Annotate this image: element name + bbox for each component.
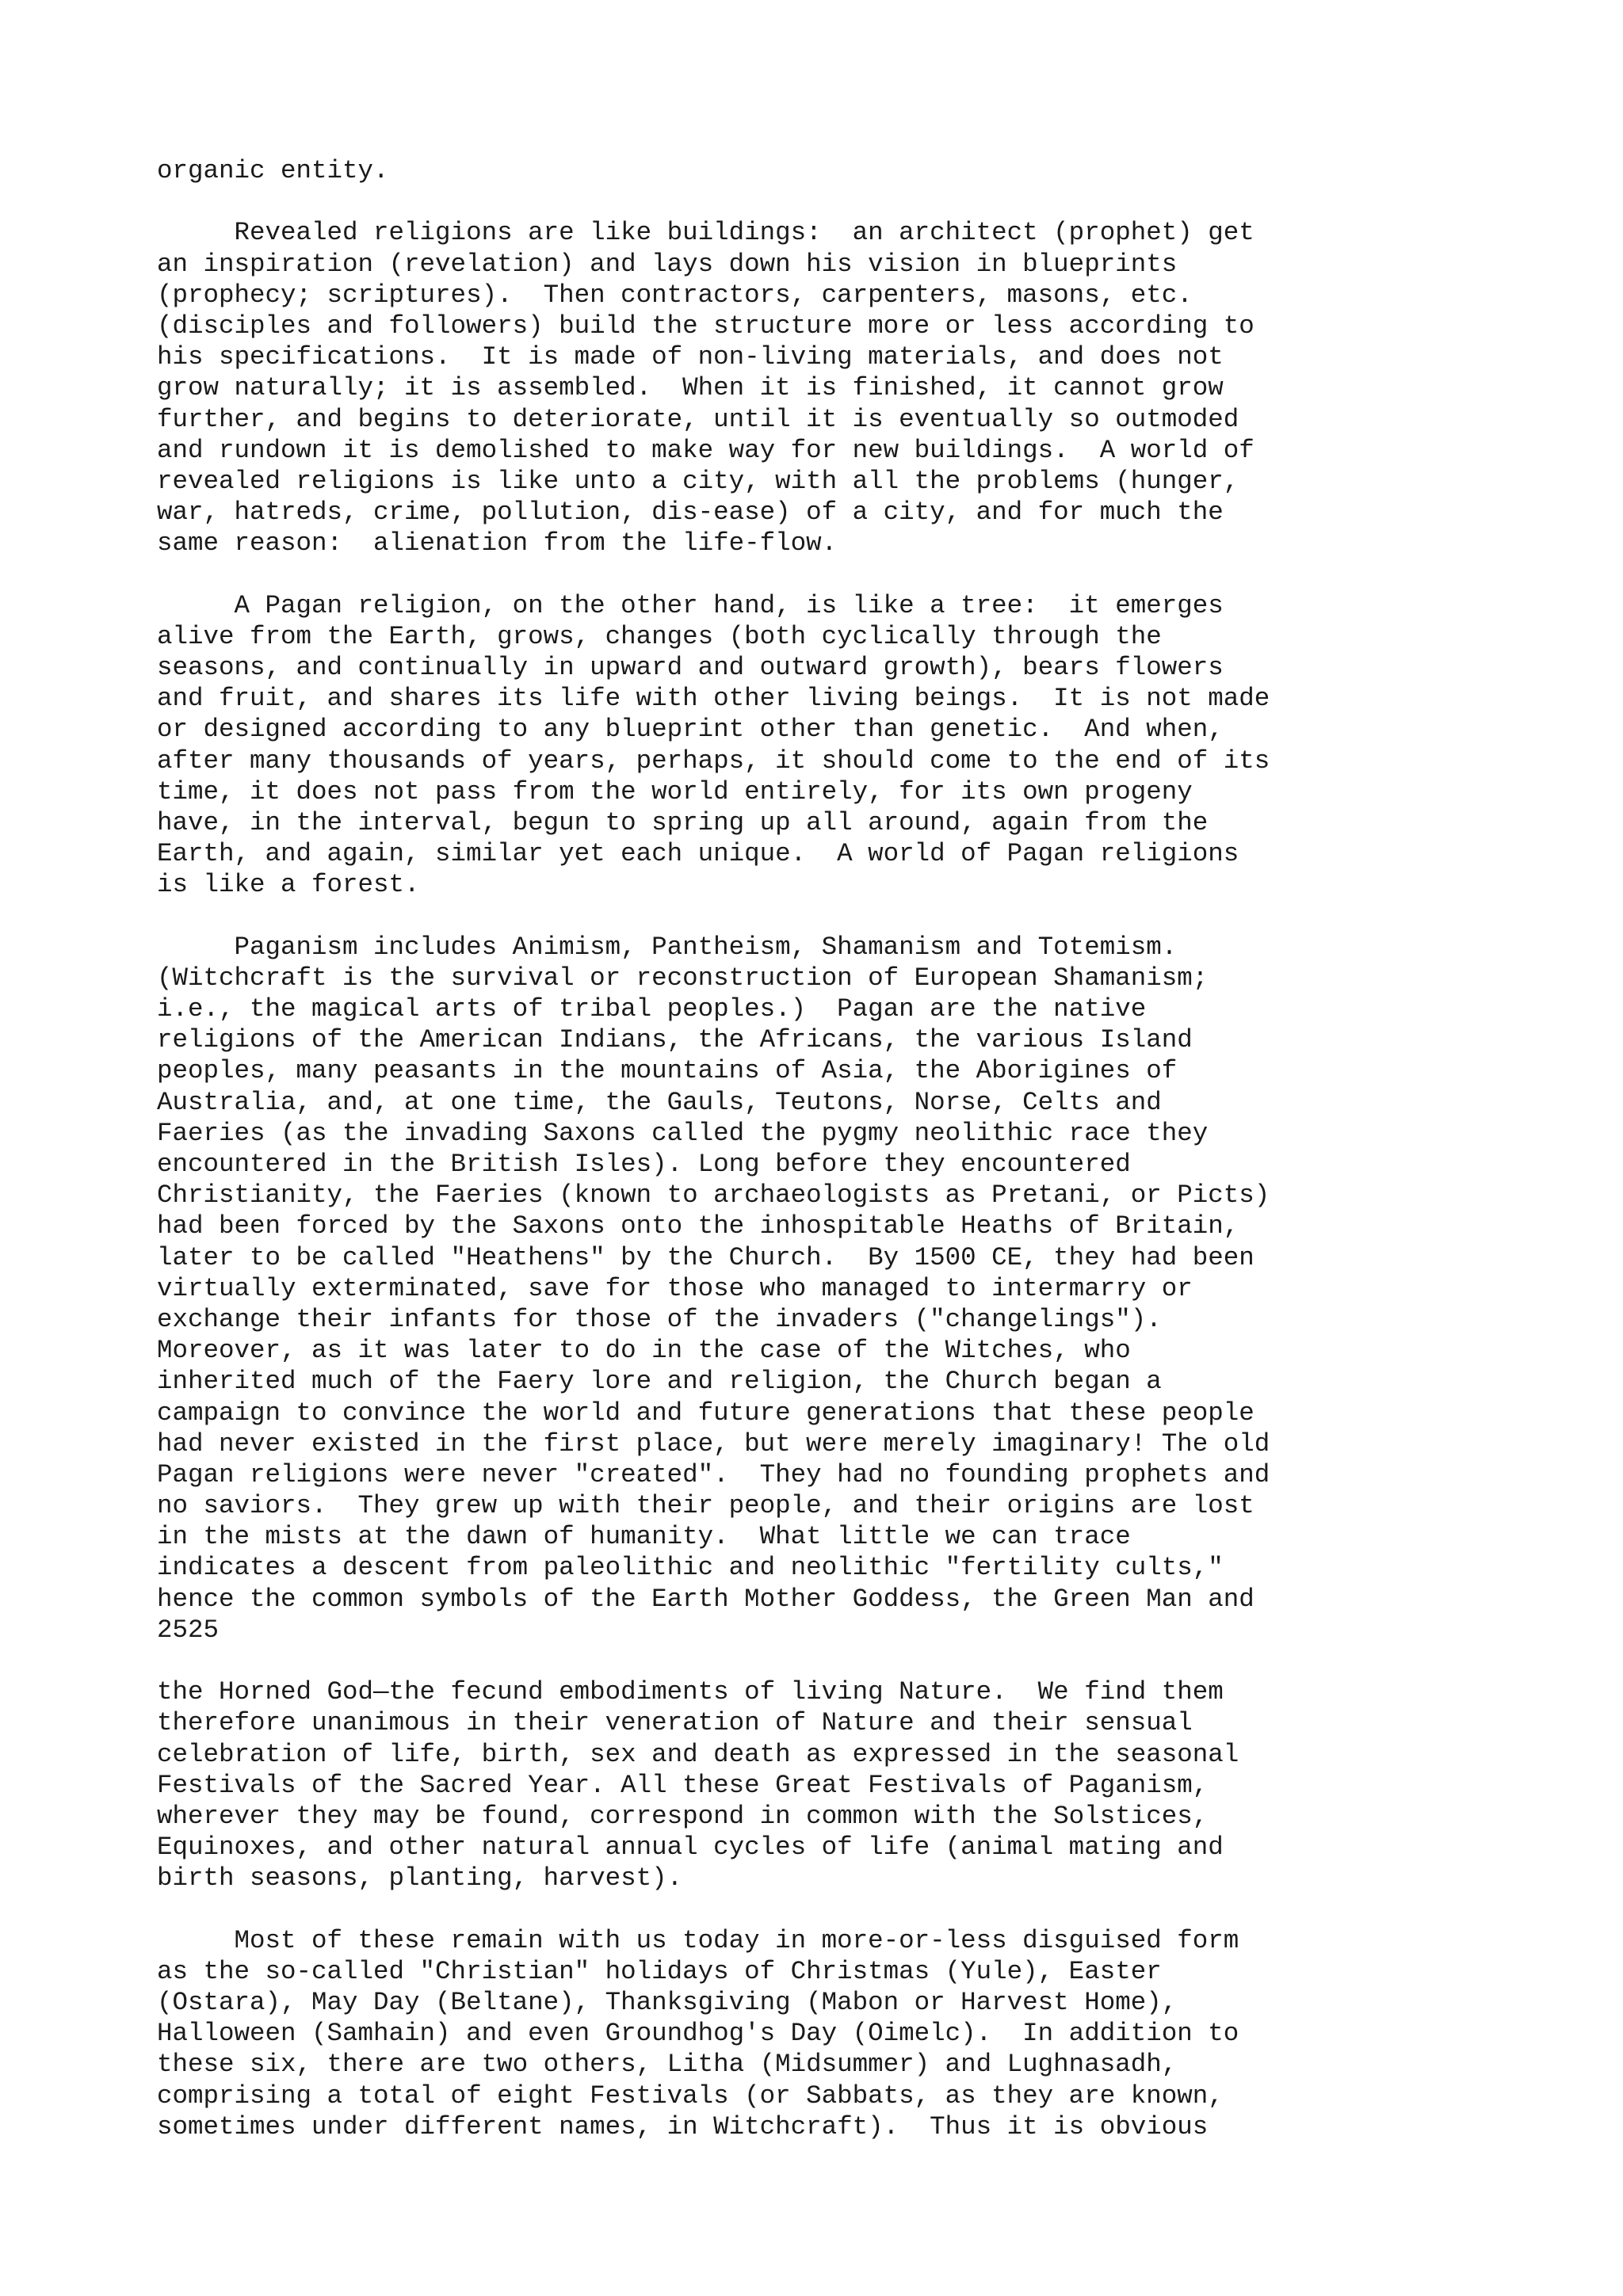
text-line: i.e., the magical arts of tribal peoples.) Pagan are the native (157, 994, 1147, 1024)
text-line: Moreover, as it was later to do in the case of the Witches, who (157, 1336, 1131, 1366)
text-line: and rundown it is demolished to make way for new buildings. A world of (157, 435, 1254, 465)
blank-line (157, 1646, 1520, 1676)
text-line: wherever they may be found, correspond in common with the Solstices, (157, 1801, 1209, 1831)
text-line: Festivals of the Sacred Year. All these Great Festivals of Paganism, (157, 1770, 1209, 1800)
text-line: as the so-called "Christian" holidays of Christmas (Yule), Easter (157, 1956, 1162, 1986)
text-line: grow naturally; it is assembled. When it is finished, it cannot grow (157, 373, 1224, 403)
text-line: is like a forest. (157, 870, 420, 900)
text-line: encountered in the British Isles). Long before they encountered (157, 1150, 1131, 1179)
text-line: campaign to convince the world and future generations that these people (157, 1398, 1254, 1428)
text-line: the Horned God—the fecund embodiments of living Nature. We find them (157, 1677, 1224, 1707)
text-line: A Pagan religion, on the other hand, is like a tree: it emerges (157, 590, 1224, 620)
text-line: an inspiration (revelation) and lays down his vision in blueprints (157, 249, 1178, 279)
text-line: therefore unanimous in their veneration of Nature and their sensual (157, 1708, 1193, 1738)
text-line: inherited much of the Faery lore and religion, the Church began a (157, 1367, 1162, 1397)
text-line: had been forced by the Saxons onto the inhospitable Heaths of Britain, (157, 1211, 1239, 1241)
text-line: birth seasons, planting, harvest). (157, 1863, 683, 1894)
text-line: hence the common symbols of the Earth Mother Goddess, the Green Man and (157, 1584, 1254, 1614)
text-line: sometimes under different names, in Witchcraft). Thus it is obvious (157, 2111, 1209, 2142)
text-line: (Ostara), May Day (Beltane), Thanksgiving (Mabon or Harvest Home), (157, 1988, 1178, 2018)
text-line: virtually exterminated, save for those who managed to intermarry or (157, 1273, 1193, 1303)
text-line: peoples, many peasants in the mountains of Asia, the Aborigines of (157, 1056, 1178, 1086)
text-line: Paganism includes Animism, Pantheism, Shamanism and Totemism. (157, 932, 1178, 962)
text-line: exchange their infants for those of the invaders ("changelings"). (157, 1304, 1162, 1334)
text-line: Christianity, the Faeries (known to archaeologists as Pretani, or Picts) (157, 1180, 1270, 1211)
text-line: Pagan religions were never "created". They had no founding prophets and (157, 1459, 1270, 1489)
text-line: indicates a descent from paleolithic and neolithic "fertility cults," (157, 1553, 1224, 1583)
text-line: had never existed in the first place, but were merely imaginary! The old (157, 1428, 1270, 1459)
text-line: later to be called "Heathens" by the Church. By 1500 CE, they had been (157, 1242, 1254, 1272)
text-line: alive from the Earth, grows, changes (both cyclically through the (157, 621, 1162, 651)
text-line: (disciples and followers) build the structure more or less according to (157, 311, 1254, 341)
blank-line (157, 186, 1520, 217)
text-line: Equinoxes, and other natural annual cycles of life (animal mating and (157, 1833, 1224, 1863)
text-line: time, it does not pass from the world entirely, for its own progeny (157, 776, 1193, 807)
text-line: revealed religions is like unto a city, with all the problems (hunger, (157, 466, 1239, 496)
text-line: or designed according to any blueprint other than genetic. And when, (157, 715, 1224, 745)
text-line: religions of the American Indians, the Africans, the various Island (157, 1025, 1193, 1055)
document-page (157, 155, 1520, 2142)
text-line: in the mists at the dawn of humanity. What little we can trace (157, 1522, 1131, 1552)
text-line: (prophecy; scriptures). Then contractors, carpenters, masons, etc. (157, 280, 1193, 310)
text-line: same reason: alienation from the life-flow. (157, 528, 838, 559)
text-line: Faeries (as the invading Saxons called the pygmy neolithic race they (157, 1118, 1209, 1148)
text-line: Earth, and again, similar yet each unique. A world of Pagan religions (157, 839, 1239, 869)
text-line: his specifications. It is made of non-living materials, and does not (157, 342, 1224, 372)
text-line: no saviors. They grew up with their people, and their origins are lost (157, 1491, 1254, 1521)
text-line: celebration of life, birth, sex and death as expressed in the seasonal (157, 1739, 1239, 1769)
text-line: these six, there are two others, Litha (Midsummer) and Lughnasadh, (157, 2050, 1178, 2080)
text-line: seasons, and continually in upward and outward growth), bears flowers (157, 653, 1224, 682)
blank-line (157, 559, 1520, 589)
text-line: Most of these remain with us today in more-or-less disguised form (157, 1925, 1239, 1955)
text-line: further, and begins to deteriorate, until it is eventually so outmoded (157, 404, 1239, 434)
text-line: comprising a total of eight Festivals (or Sabbats, as they are known, (157, 2081, 1224, 2111)
text-line: Australia, and, at one time, the Gauls, Teutons, Norse, Celts and (157, 1087, 1162, 1117)
text-line: and fruit, and shares its life with other living beings. It is not made (157, 684, 1270, 714)
text-line: war, hatreds, crime, pollution, dis-ease) of a city, and for much the (157, 498, 1224, 528)
text-line: Halloween (Samhain) and even Groundhog's Day (Oimelc). In addition to (157, 2019, 1239, 2049)
page-number: 2525 (157, 1615, 220, 1645)
text-line: organic entity. (157, 156, 389, 185)
text-line: after many thousands of years, perhaps, it should come to the end of its (157, 746, 1270, 776)
text-line: (Witchcraft is the survival or reconstruction of European Shamanism; (157, 963, 1209, 993)
blank-line (157, 1894, 1520, 1925)
text-line: Revealed religions are like buildings: an architect (prophet) get (157, 218, 1254, 248)
blank-line (157, 901, 1520, 932)
text-line: have, in the interval, begun to spring up all around, again from the (157, 807, 1209, 837)
